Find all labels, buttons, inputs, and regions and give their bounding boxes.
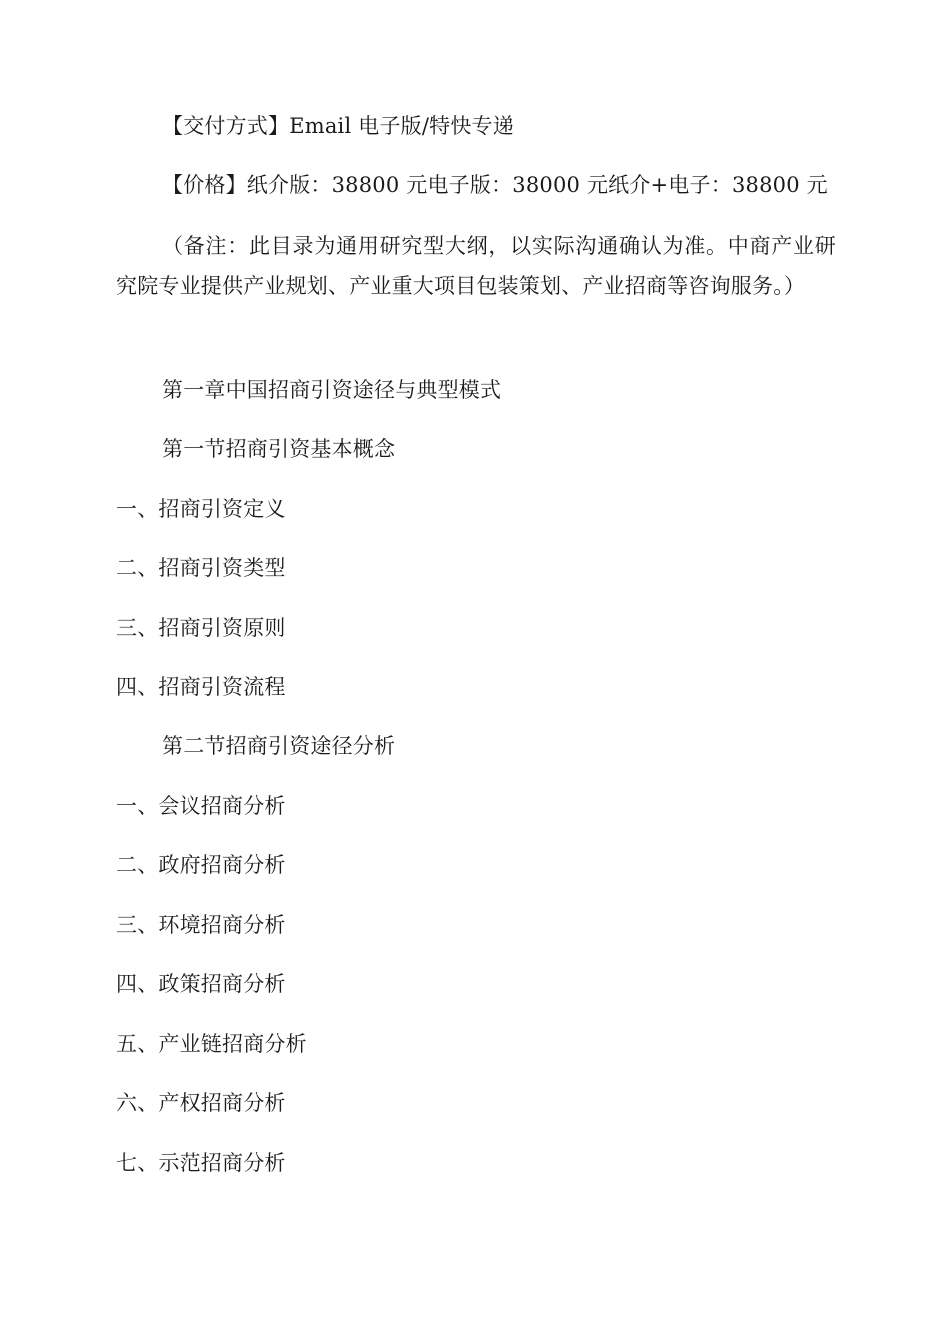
- list-item: 四、招商引资流程: [116, 675, 286, 699]
- section-title-2: 第二节招商引资途径分析: [162, 734, 396, 758]
- price-line: 【价格】纸介版：38800 元电子版：38000 元纸介+电子：38800 元: [162, 173, 828, 197]
- chapter-title: 第一章中国招商引资途径与典型模式: [162, 378, 502, 402]
- list-item: 五、产业链招商分析: [116, 1032, 307, 1056]
- note-paragraph: （备注：此目录为通用研究型大纲，以实际沟通确认为准。中商产业研究院专业提供产业规划、产业重大项目包装策划、产业招商等咨询服务。）: [116, 234, 836, 298]
- list-item: 二、政府招商分析: [116, 853, 286, 877]
- list-item: 三、环境招商分析: [116, 913, 286, 937]
- list-item: 一、招商引资定义: [116, 497, 286, 521]
- list-item: 七、示范招商分析: [116, 1151, 286, 1175]
- list-item: 三、招商引资原则: [116, 616, 286, 640]
- list-item: 四、政策招商分析: [116, 972, 286, 996]
- list-item: 一、会议招商分析: [116, 794, 286, 818]
- section-title-1: 第一节招商引资基本概念: [162, 437, 396, 461]
- delivery-method-line: 【交付方式】Email 电子版/特快专递: [162, 114, 514, 138]
- list-item: 六、产权招商分析: [116, 1091, 286, 1115]
- list-item: 二、招商引资类型: [116, 556, 286, 580]
